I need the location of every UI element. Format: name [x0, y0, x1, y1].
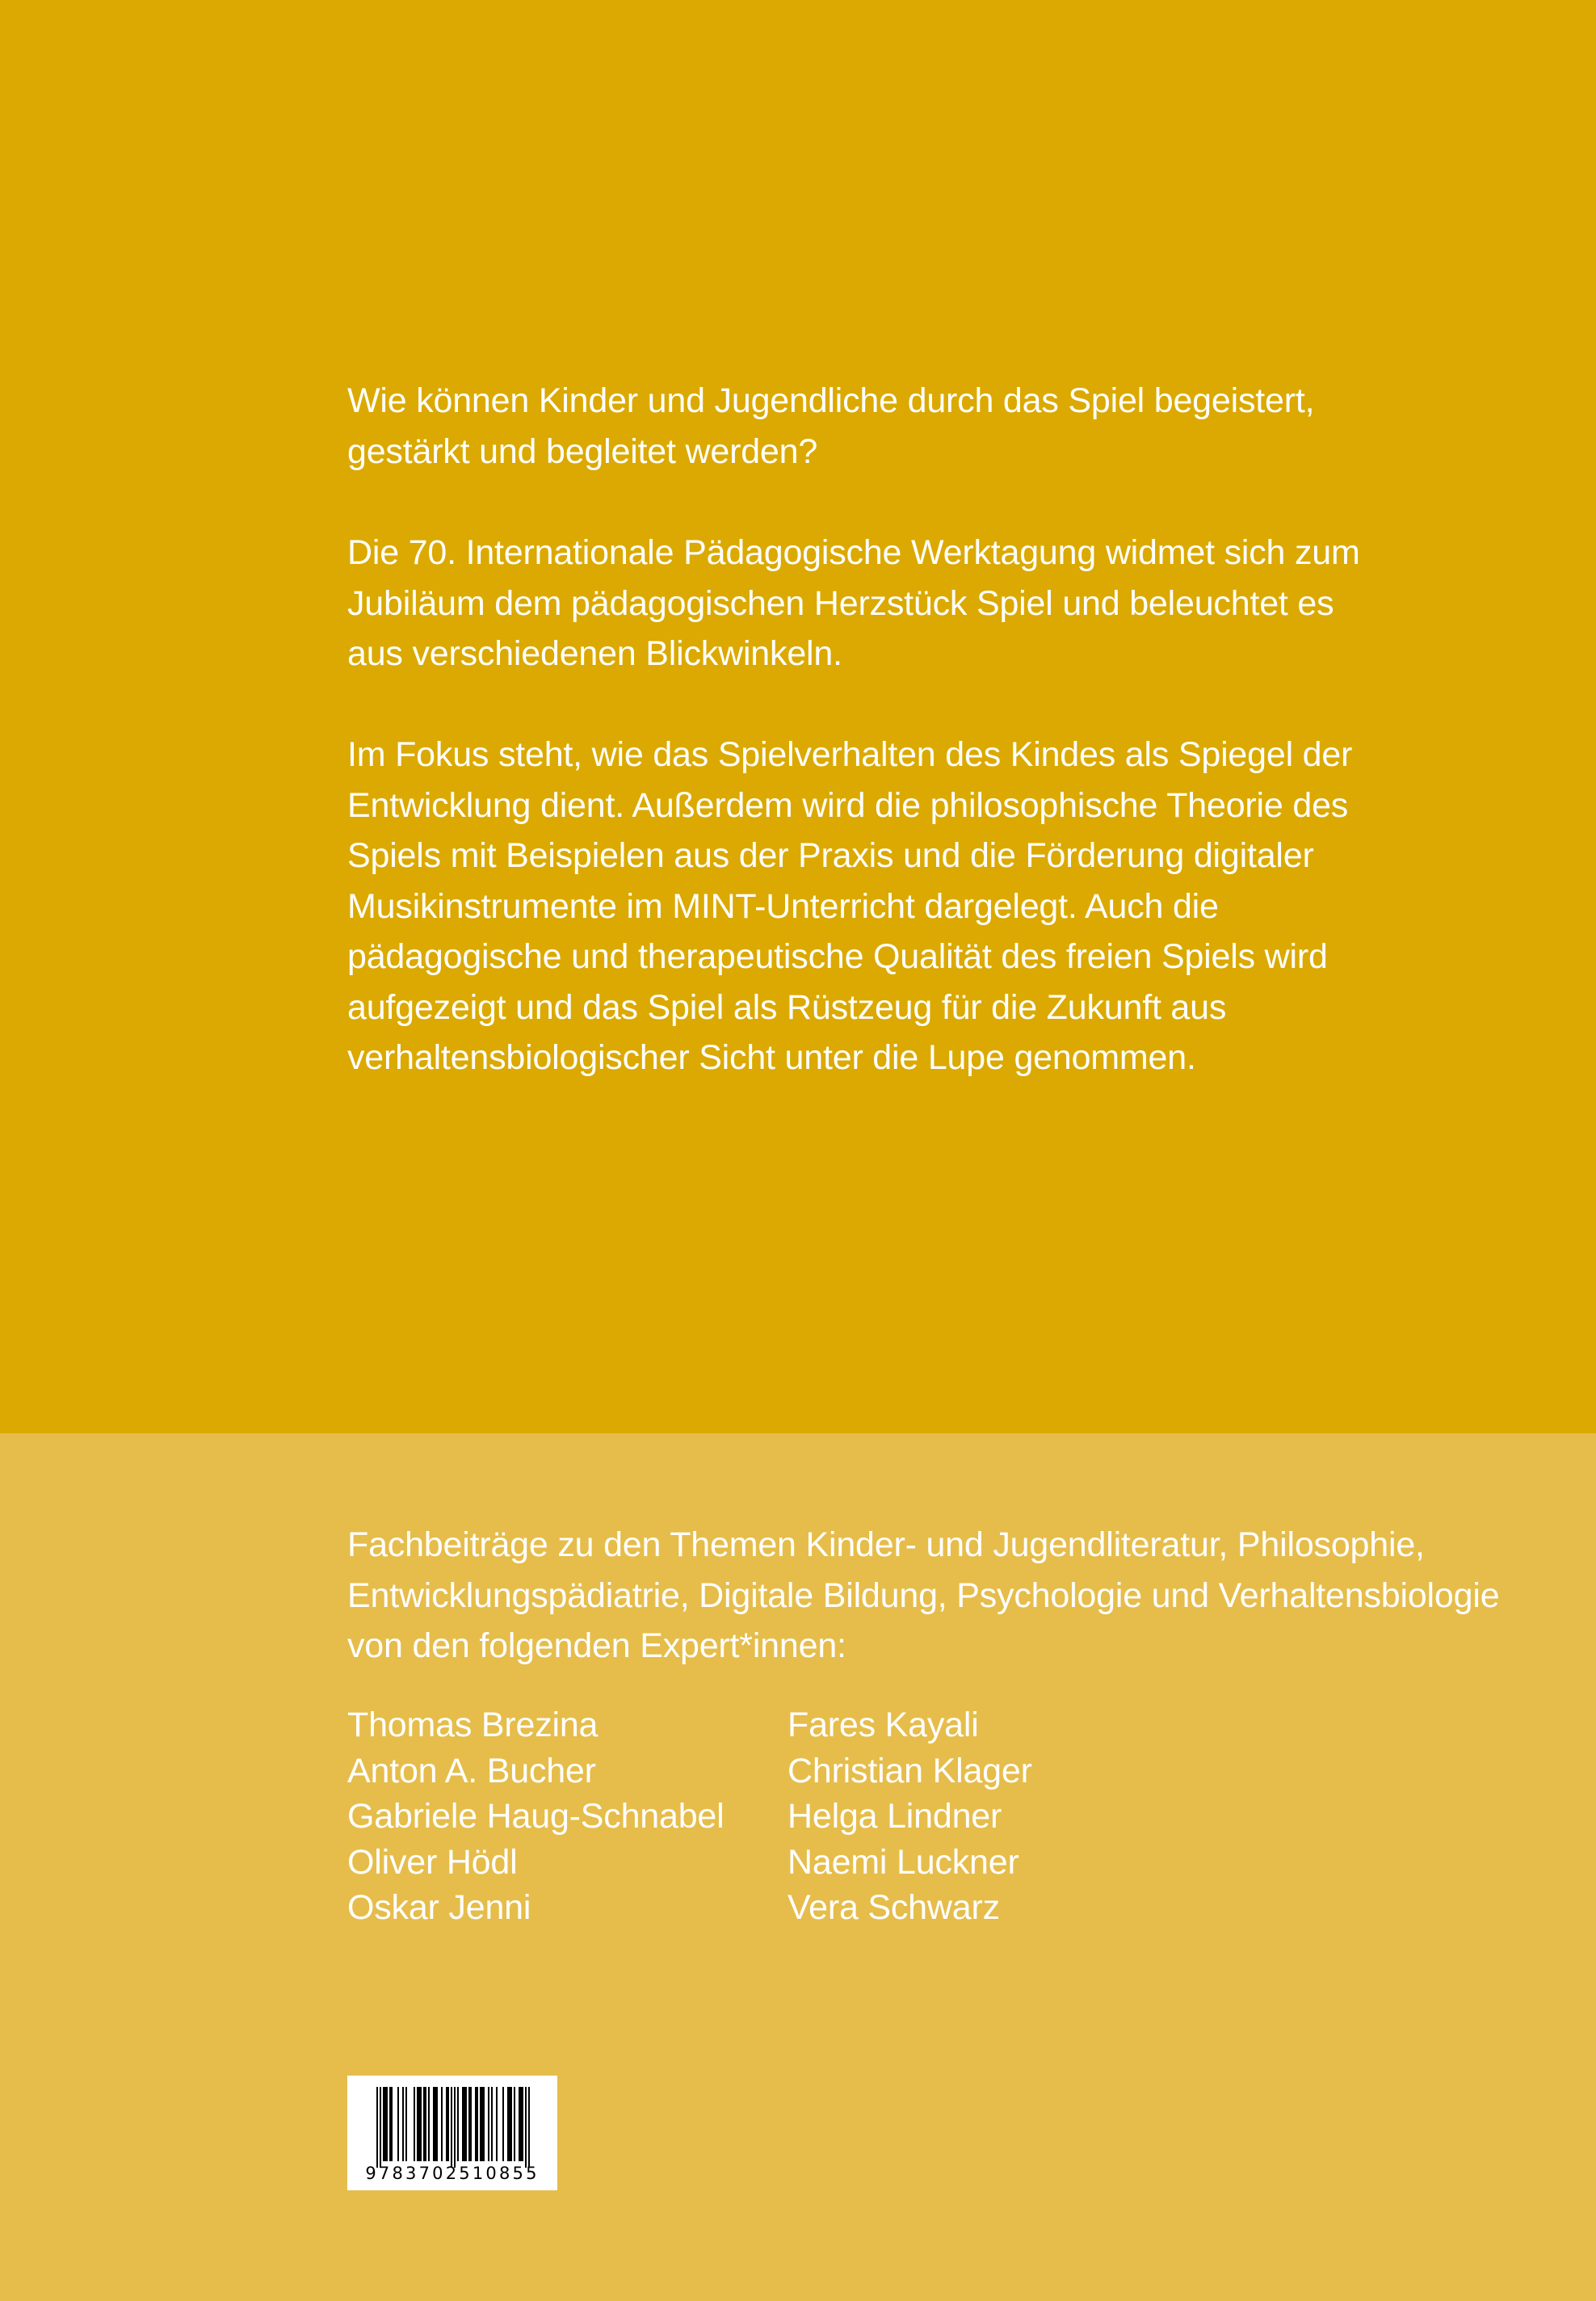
- barcode-bar: [502, 2087, 504, 2161]
- barcode-bar: [447, 2087, 449, 2161]
- barcode-bar: [418, 2087, 420, 2161]
- isbn-barcode: [347, 2076, 557, 2190]
- barcode-bar: [433, 2087, 435, 2161]
- focus-paragraph: Im Fokus steht, wie das Spielverhalten des Kindes als Spiegel der Entwicklung dient. Außerdem wird die philosophische Theorie des Spiels mit Beispielen aus der Praxis und die Förderung digitaler Musikinstrumente im MINT-Unterricht dargelegt. Auch die pädagogische und therapeutische Qualität des freien Spiels wird aufgezeigt und das Spiel als Rüstzeug für die Zukunft aus verhaltensbiologischer Sicht unter die Lupe genommen.: [347, 735, 1353, 1077]
- barcode-bar: [391, 2087, 393, 2161]
- barcode-bar: [376, 2087, 378, 2168]
- barcode-bar: [520, 2087, 522, 2161]
- barcode-bar: [405, 2087, 407, 2161]
- barcode-bar: [389, 2087, 391, 2161]
- barcode-bar: [480, 2087, 481, 2161]
- barcode-bar: [519, 2087, 520, 2161]
- barcode-bar: [420, 2087, 422, 2161]
- author-name: Oliver Hödl: [347, 1842, 518, 1882]
- barcode-bar: [528, 2087, 530, 2168]
- author-name: Oskar Jenni: [347, 1888, 531, 1927]
- barcode-bar: [483, 2087, 485, 2161]
- barcode-bar: [425, 2087, 426, 2161]
- intro-paragraph: Die 70. Internationale Pädagogische Werktagung widmet sich zum Jubiläum dem pädagogischen Herzstück Spiel und beleuchtet es aus verschiedenen Blickwinkeln.: [347, 533, 1360, 673]
- barcode-bar: [481, 2087, 483, 2161]
- barcode-bar: [384, 2087, 386, 2161]
- barcode-bar: [525, 2087, 527, 2168]
- barcode-bar: [383, 2087, 384, 2161]
- barcode-bar: [380, 2087, 381, 2168]
- barcode-bar: [417, 2087, 418, 2161]
- barcode-bar: [402, 2087, 404, 2161]
- barcode-bar: [510, 2087, 512, 2161]
- author-list-left: [347, 1702, 724, 1931]
- barcode-bar: [488, 2087, 489, 2161]
- intro-question: Wie können Kinder und Jugendliche durch das Spiel begeistert, gestärkt und begleitet werden?: [347, 381, 1315, 471]
- author-name: Helga Lindner: [788, 1797, 1002, 1836]
- barcode-bar: [470, 2087, 472, 2161]
- barcode-bar: [522, 2087, 523, 2161]
- isbn-number: 9783702510855: [365, 2164, 540, 2183]
- author-name: Naemi Luckner: [788, 1842, 1019, 1882]
- author-name: Christian Klager: [788, 1751, 1032, 1790]
- barcode-bar: [514, 2087, 515, 2161]
- barcode-bar: [454, 2087, 456, 2168]
- barcode-bar: [468, 2087, 470, 2161]
- barcode-bar: [435, 2087, 436, 2161]
- barcode-bar: [465, 2087, 467, 2161]
- author-name: Thomas Brezina: [347, 1706, 598, 1744]
- topics-paragraph: Fachbeiträge zu den Themen Kinder- und Jugendliteratur, Philosophie, Entwicklungspädiatrie, Digitale Bildung, Psychologie und Verhaltensbiologie von den folgenden Expert*innen:: [347, 1525, 1500, 1665]
- barcode-bar: [436, 2087, 438, 2161]
- barcode-bar: [462, 2087, 464, 2161]
- barcode-bar: [464, 2087, 465, 2161]
- barcode-bar: [386, 2087, 388, 2161]
- barcode-bar: [457, 2087, 459, 2161]
- barcode-bar: [509, 2087, 510, 2161]
- barcode-bar: [507, 2087, 509, 2161]
- barcode-bar: [428, 2087, 430, 2161]
- barcode-bar: [491, 2087, 493, 2161]
- barcode-bar: [446, 2087, 447, 2161]
- author-name: Anton A. Bucher: [347, 1751, 596, 1790]
- barcode-bar: [397, 2087, 399, 2161]
- barcode-bar: [475, 2087, 477, 2161]
- barcode-bar: [477, 2087, 478, 2161]
- barcode-bar: [441, 2087, 443, 2161]
- author-list-right: [788, 1702, 1032, 1931]
- author-name: Vera Schwarz: [788, 1888, 1000, 1927]
- barcode-bar: [496, 2087, 498, 2161]
- barcode-bar: [423, 2087, 425, 2161]
- author-name: Fares Kayali: [788, 1706, 979, 1744]
- author-name: Gabriele Haug-Schnabel: [347, 1797, 724, 1836]
- barcode-bar: [451, 2087, 452, 2168]
- barcode-bar: [414, 2087, 415, 2161]
